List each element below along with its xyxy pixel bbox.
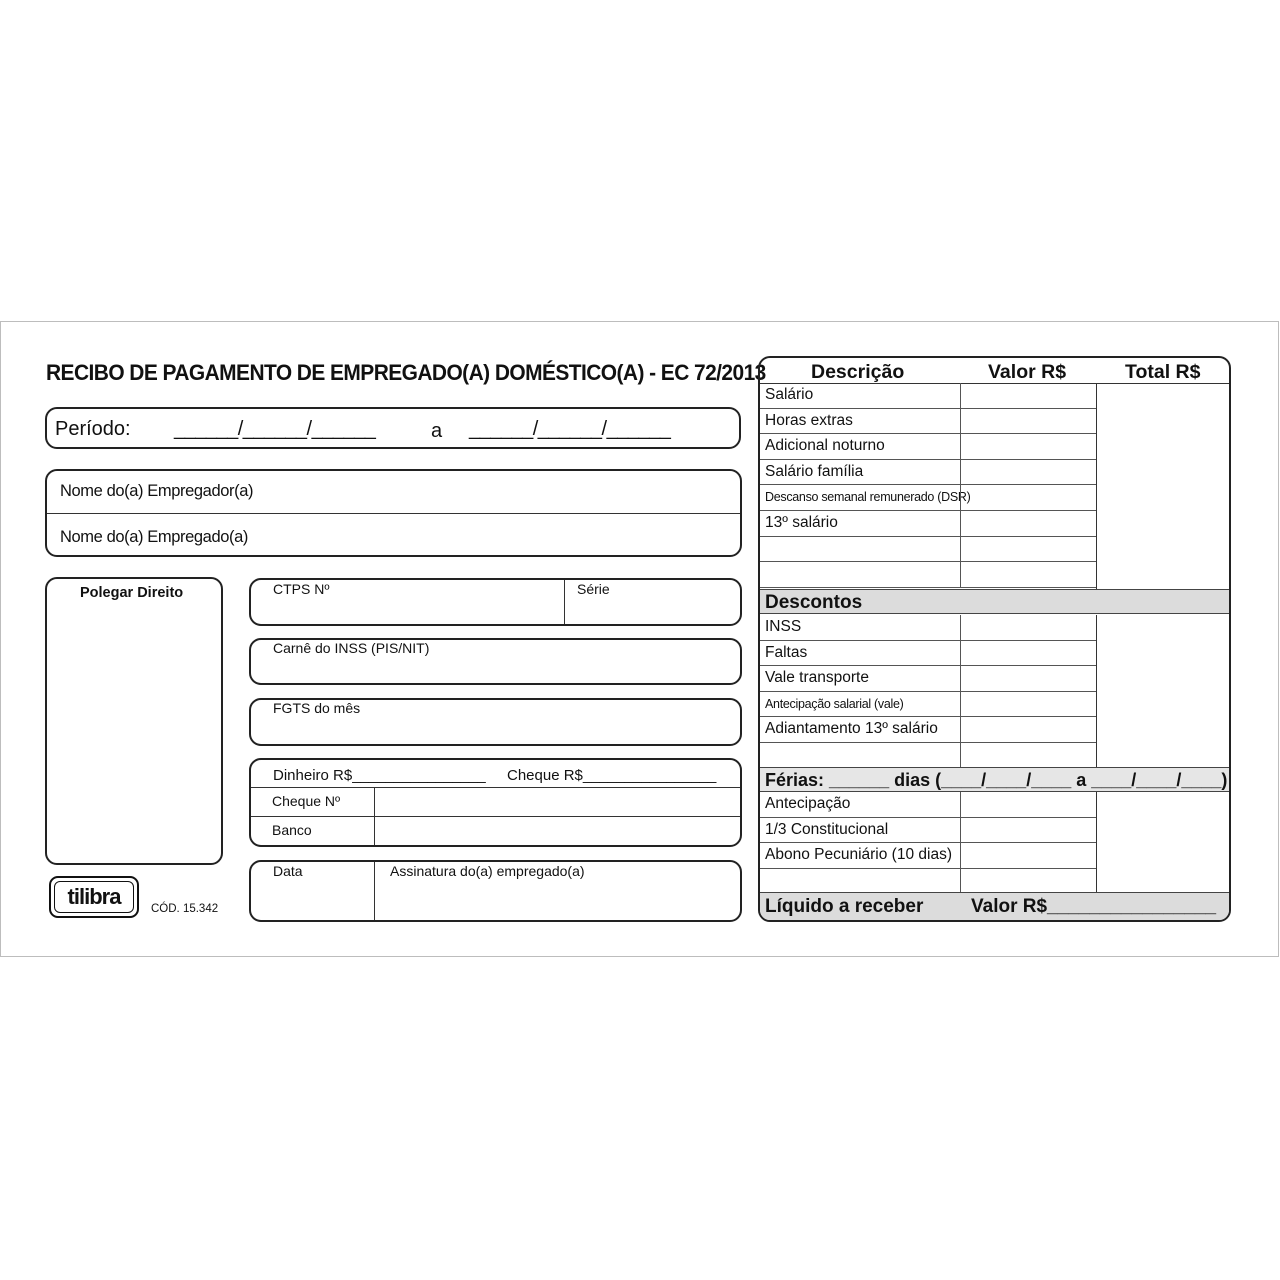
vacation-band xyxy=(760,767,1229,792)
deduction-description: Adiantamento 13º salário xyxy=(765,720,938,738)
deduction-description: INSS xyxy=(765,618,802,635)
ctps-number-field[interactable]: CTPS Nº xyxy=(273,581,330,597)
total-col-divider-1 xyxy=(1096,383,1097,590)
earning-row xyxy=(760,460,1096,486)
signature-divider xyxy=(374,862,375,920)
earning-value-cell[interactable] xyxy=(960,511,1096,536)
deduction-value-cell[interactable] xyxy=(960,743,1096,768)
cheque-number-field[interactable]: Cheque Nº xyxy=(272,793,341,809)
vacation-row xyxy=(760,792,1096,818)
deductions-band xyxy=(760,589,1229,614)
deduction-value-cell[interactable] xyxy=(960,615,1096,640)
earning-value-cell[interactable] xyxy=(960,434,1096,459)
earning-row xyxy=(760,434,1096,460)
vacation-value-cell[interactable] xyxy=(960,869,1096,894)
ctps-serie-field[interactable]: Série xyxy=(577,581,610,597)
period-start-field[interactable]: ______/______/______ xyxy=(174,418,376,440)
earning-row xyxy=(760,485,1096,511)
vacation-title[interactable]: Férias: ______ dias (____/____/____ a ____/____/____) xyxy=(765,770,1228,790)
earning-row xyxy=(760,562,1096,588)
deduction-value-cell[interactable] xyxy=(960,717,1096,742)
col-header-description: Descrição xyxy=(811,361,905,383)
payment-col-divider xyxy=(374,787,375,845)
col-header-total: Total R$ xyxy=(1125,361,1201,383)
employee-name-field[interactable]: Nome do(a) Empregado(a) xyxy=(60,528,248,546)
vacation-value-cell[interactable] xyxy=(960,818,1096,843)
period-end-field[interactable]: ______/______/______ xyxy=(469,418,671,440)
vacation-description: Antecipação xyxy=(765,795,851,812)
vacation-description: 1/3 Constitucional xyxy=(765,820,889,838)
deduction-row xyxy=(760,717,1096,743)
vacation-value-cell[interactable] xyxy=(960,792,1096,817)
date-field[interactable]: Data xyxy=(273,863,303,879)
earning-value-cell[interactable] xyxy=(960,409,1096,434)
earning-row xyxy=(760,537,1096,563)
tilibra-logo-text: tilibra xyxy=(54,881,134,913)
net-label: Líquido a receber xyxy=(765,896,924,917)
earning-description: Salário xyxy=(765,386,814,403)
col-header-value: Valor R$ xyxy=(988,361,1067,383)
deduction-row xyxy=(760,666,1096,692)
vacation-description: Abono Pecuniário (10 dias) xyxy=(765,846,952,864)
earning-row xyxy=(760,409,1096,435)
names-divider xyxy=(47,513,740,514)
vacation-value-cell[interactable] xyxy=(960,843,1096,868)
employee-signature-field[interactable]: Assinatura do(a) empregado(a) xyxy=(390,863,585,879)
deduction-value-cell[interactable] xyxy=(960,666,1096,691)
tilibra-logo xyxy=(49,876,139,918)
payment-divider-2 xyxy=(251,816,740,817)
form-title: RECIBO DE PAGAMENTO DE EMPREGADO(A) DOMÉSTICO(A) - EC 72/2013 xyxy=(46,360,766,385)
ctps-divider xyxy=(564,580,565,624)
net-value-field[interactable]: Valor R$________________ xyxy=(971,896,1217,917)
earning-value-cell[interactable] xyxy=(960,485,1096,510)
earning-description: Horas extras xyxy=(765,411,853,429)
total-col-divider-3 xyxy=(1096,792,1097,893)
earning-description: Salário família xyxy=(765,462,864,480)
earning-value-cell[interactable] xyxy=(960,537,1096,562)
deduction-description: Antecipação salarial (vale) xyxy=(765,696,904,711)
deduction-row xyxy=(760,692,1096,718)
inss-card-field[interactable]: Carnê do INSS (PIS/NIT) xyxy=(273,640,430,656)
earning-value-cell[interactable] xyxy=(960,383,1096,408)
deduction-description: Vale transporte xyxy=(765,669,869,687)
period-label: Período: xyxy=(55,418,131,440)
payment-table xyxy=(758,356,1231,922)
earning-description: Adicional noturno xyxy=(765,437,885,455)
net-band xyxy=(760,892,1229,922)
cash-field[interactable]: Dinheiro R$________________ xyxy=(273,767,486,784)
earning-value-cell[interactable] xyxy=(960,562,1096,587)
deduction-value-cell[interactable] xyxy=(960,692,1096,717)
vacation-row xyxy=(760,869,1096,895)
earning-value-cell[interactable] xyxy=(960,460,1096,485)
earning-row xyxy=(760,383,1096,409)
deduction-row xyxy=(760,615,1096,641)
thumbprint-box[interactable] xyxy=(45,577,223,865)
deduction-value-cell[interactable] xyxy=(960,641,1096,666)
total-col-divider-2 xyxy=(1096,615,1097,768)
cheque-amount-field[interactable]: Cheque R$________________ xyxy=(507,767,717,784)
fgts-field[interactable]: FGTS do mês xyxy=(273,700,361,716)
payment-divider-1 xyxy=(251,787,740,788)
thumbprint-label: Polegar Direito xyxy=(80,585,184,601)
earning-row xyxy=(760,511,1096,537)
vacation-row xyxy=(760,818,1096,844)
deductions-title: Descontos xyxy=(765,592,863,613)
earning-description: Descanso semanal remunerado (DSR) xyxy=(765,490,971,505)
deduction-row xyxy=(760,743,1096,769)
period-separator: a xyxy=(431,420,443,442)
earning-description: 13º salário xyxy=(765,514,838,531)
product-code: CÓD. 15.342 xyxy=(151,903,219,915)
deduction-row xyxy=(760,641,1096,667)
vacation-row xyxy=(760,843,1096,869)
deduction-description: Faltas xyxy=(765,643,808,661)
employer-name-field[interactable]: Nome do(a) Empregador(a) xyxy=(60,482,254,500)
bank-field[interactable]: Banco xyxy=(272,822,312,838)
